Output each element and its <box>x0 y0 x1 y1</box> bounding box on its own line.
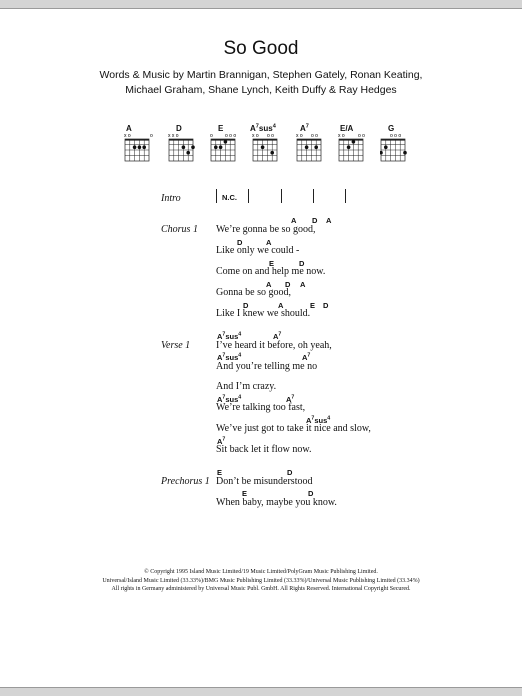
lyric-line: And you’re telling me no <box>216 361 318 372</box>
svg-text:o o: o o <box>358 133 365 139</box>
section-label-intro: Intro <box>161 193 181 204</box>
lyric-line: I’ve heard it before, oh yeah, <box>216 340 332 351</box>
chord-symbol: D <box>299 259 305 268</box>
chord-symbol: E <box>269 259 275 268</box>
chord-symbol: E <box>217 468 223 477</box>
lyric-line: Like I knew we should. <box>216 308 311 319</box>
chord-diagram-name: A <box>126 124 132 133</box>
chord-grid <box>296 132 328 162</box>
chord-diagram-a <box>124 124 156 162</box>
top-toolbar-strip <box>0 0 522 9</box>
copyright-line: © Copyright 1995 Island Music Limited/19 Music Limited/PolyGram Music Publishing Limited. <box>144 569 378 575</box>
chord-diagram-name: $A^7$ <box>300 123 309 133</box>
chord-symbol: $A^7$ <box>273 331 282 341</box>
chord-symbol: A <box>266 280 272 289</box>
svg-text:x o: x o <box>252 133 259 139</box>
chord-symbol: $A^7sus^4$ <box>217 394 242 404</box>
chord-grid <box>168 132 200 162</box>
chord-symbol: A <box>326 216 332 225</box>
lyric-line: And I’m crazy. <box>216 381 277 392</box>
chord-diagram-e <box>210 124 242 162</box>
lyric-line: Don’t be misunderstood <box>216 476 313 487</box>
section-label-chorus: Chorus 1 <box>161 224 198 235</box>
chord-symbol: A <box>300 280 306 289</box>
chord-grid <box>380 132 412 162</box>
chord-symbol: D <box>312 216 318 225</box>
chord-symbol: A <box>291 216 297 225</box>
chord-diagram-name: D <box>176 124 182 133</box>
chord-symbol: $A^7$ <box>286 394 295 404</box>
credits-line: Michael Graham, Shane Lynch, Keith Duffy & Ray Hedges <box>125 84 397 96</box>
lyric-line: Sit back let it flow now. <box>216 444 312 455</box>
chord-symbol: E <box>310 301 316 310</box>
bar-line <box>216 189 217 203</box>
chord-diagram-name: $A^7sus^4$ <box>250 123 276 133</box>
bar-line <box>281 189 282 203</box>
lyric-line: We’re gonna be so good, <box>216 224 316 235</box>
bar-line <box>313 189 314 203</box>
bar-line <box>345 189 346 203</box>
svg-text:x o: x o <box>338 133 345 139</box>
svg-text:o o: o o <box>311 133 318 139</box>
song-credits <box>0 68 522 98</box>
credits-line: Words & Music by Martin Brannigan, Stephen Gately, Ronan Keating, <box>99 69 423 81</box>
chord-symbol: D <box>308 489 314 498</box>
chord-grid <box>210 132 242 162</box>
bottom-toolbar-strip <box>0 687 522 696</box>
chord-symbol: D <box>285 280 291 289</box>
copyright-line: All rights in Germany administered by Universal Music Publ. GmbH. All Rights Reserved. International Copyright Secured. <box>111 586 411 592</box>
lyric-line: We’re talking too fast, <box>216 402 306 413</box>
intro-chord-nc: N.C. <box>222 193 237 202</box>
svg-text:o o: o o <box>267 133 274 139</box>
chord-grid <box>124 132 156 162</box>
chord-grid <box>338 132 370 162</box>
section-label-prechorus: Prechorus 1 <box>161 476 210 487</box>
chord-diagram-d <box>168 124 200 162</box>
chord-diagram-a7sus4 <box>252 124 284 162</box>
chord-symbol: $A^7$ <box>217 436 226 446</box>
svg-text:o: o <box>210 133 213 139</box>
chord-diagram-name: E/A <box>340 124 354 133</box>
svg-text:x x o: x x o <box>168 133 179 139</box>
copyright-notice <box>0 568 522 594</box>
chord-diagram-name: E <box>218 124 224 133</box>
chord-grid <box>252 132 284 162</box>
svg-text:o: o <box>150 133 153 139</box>
chord-symbol: A <box>266 238 272 247</box>
svg-text:x o: x o <box>124 133 131 139</box>
chord-symbol: D <box>237 238 243 247</box>
bar-line <box>248 189 249 203</box>
chord-symbol: $A^7sus^4$ <box>306 415 331 425</box>
chord-symbol: A <box>278 301 284 310</box>
chord-symbol: E <box>242 489 248 498</box>
copyright-line: Universal/Island Music Limited (33.33%)/BMG Music Publishing Limited (33.33%)/Universal Music Publishing Limited (33.34%) <box>102 577 420 584</box>
chord-diagram-name: G <box>388 124 395 133</box>
lyric-line: Like only we could - <box>216 245 300 256</box>
lyric-line: Come on and help me now. <box>216 266 326 277</box>
song-title: So Good <box>223 38 299 59</box>
lyric-line: When baby, maybe you know. <box>216 497 337 508</box>
svg-text:x o: x o <box>296 133 303 139</box>
lyric-line: Gonna be so good, <box>216 287 291 298</box>
svg-text:o o o: o o o <box>390 133 402 139</box>
lyric-line: We’ve just got to take it nice and slow, <box>216 423 371 434</box>
chord-diagram-a7 <box>296 124 328 162</box>
chord-symbol: D <box>243 301 249 310</box>
section-label-verse: Verse 1 <box>161 340 191 351</box>
chord-symbol: $A^7$ <box>302 352 311 362</box>
chord-diagram-g <box>380 124 412 162</box>
chord-symbol: D <box>323 301 329 310</box>
chord-symbol: $A^7sus^4$ <box>217 331 242 341</box>
chord-diagram-row <box>0 124 522 164</box>
chord-symbol: $A^7sus^4$ <box>217 352 242 362</box>
chord-symbol: D <box>287 468 293 477</box>
svg-text:o o o: o o o <box>225 133 237 139</box>
chord-diagram-e-over-a <box>338 124 370 162</box>
